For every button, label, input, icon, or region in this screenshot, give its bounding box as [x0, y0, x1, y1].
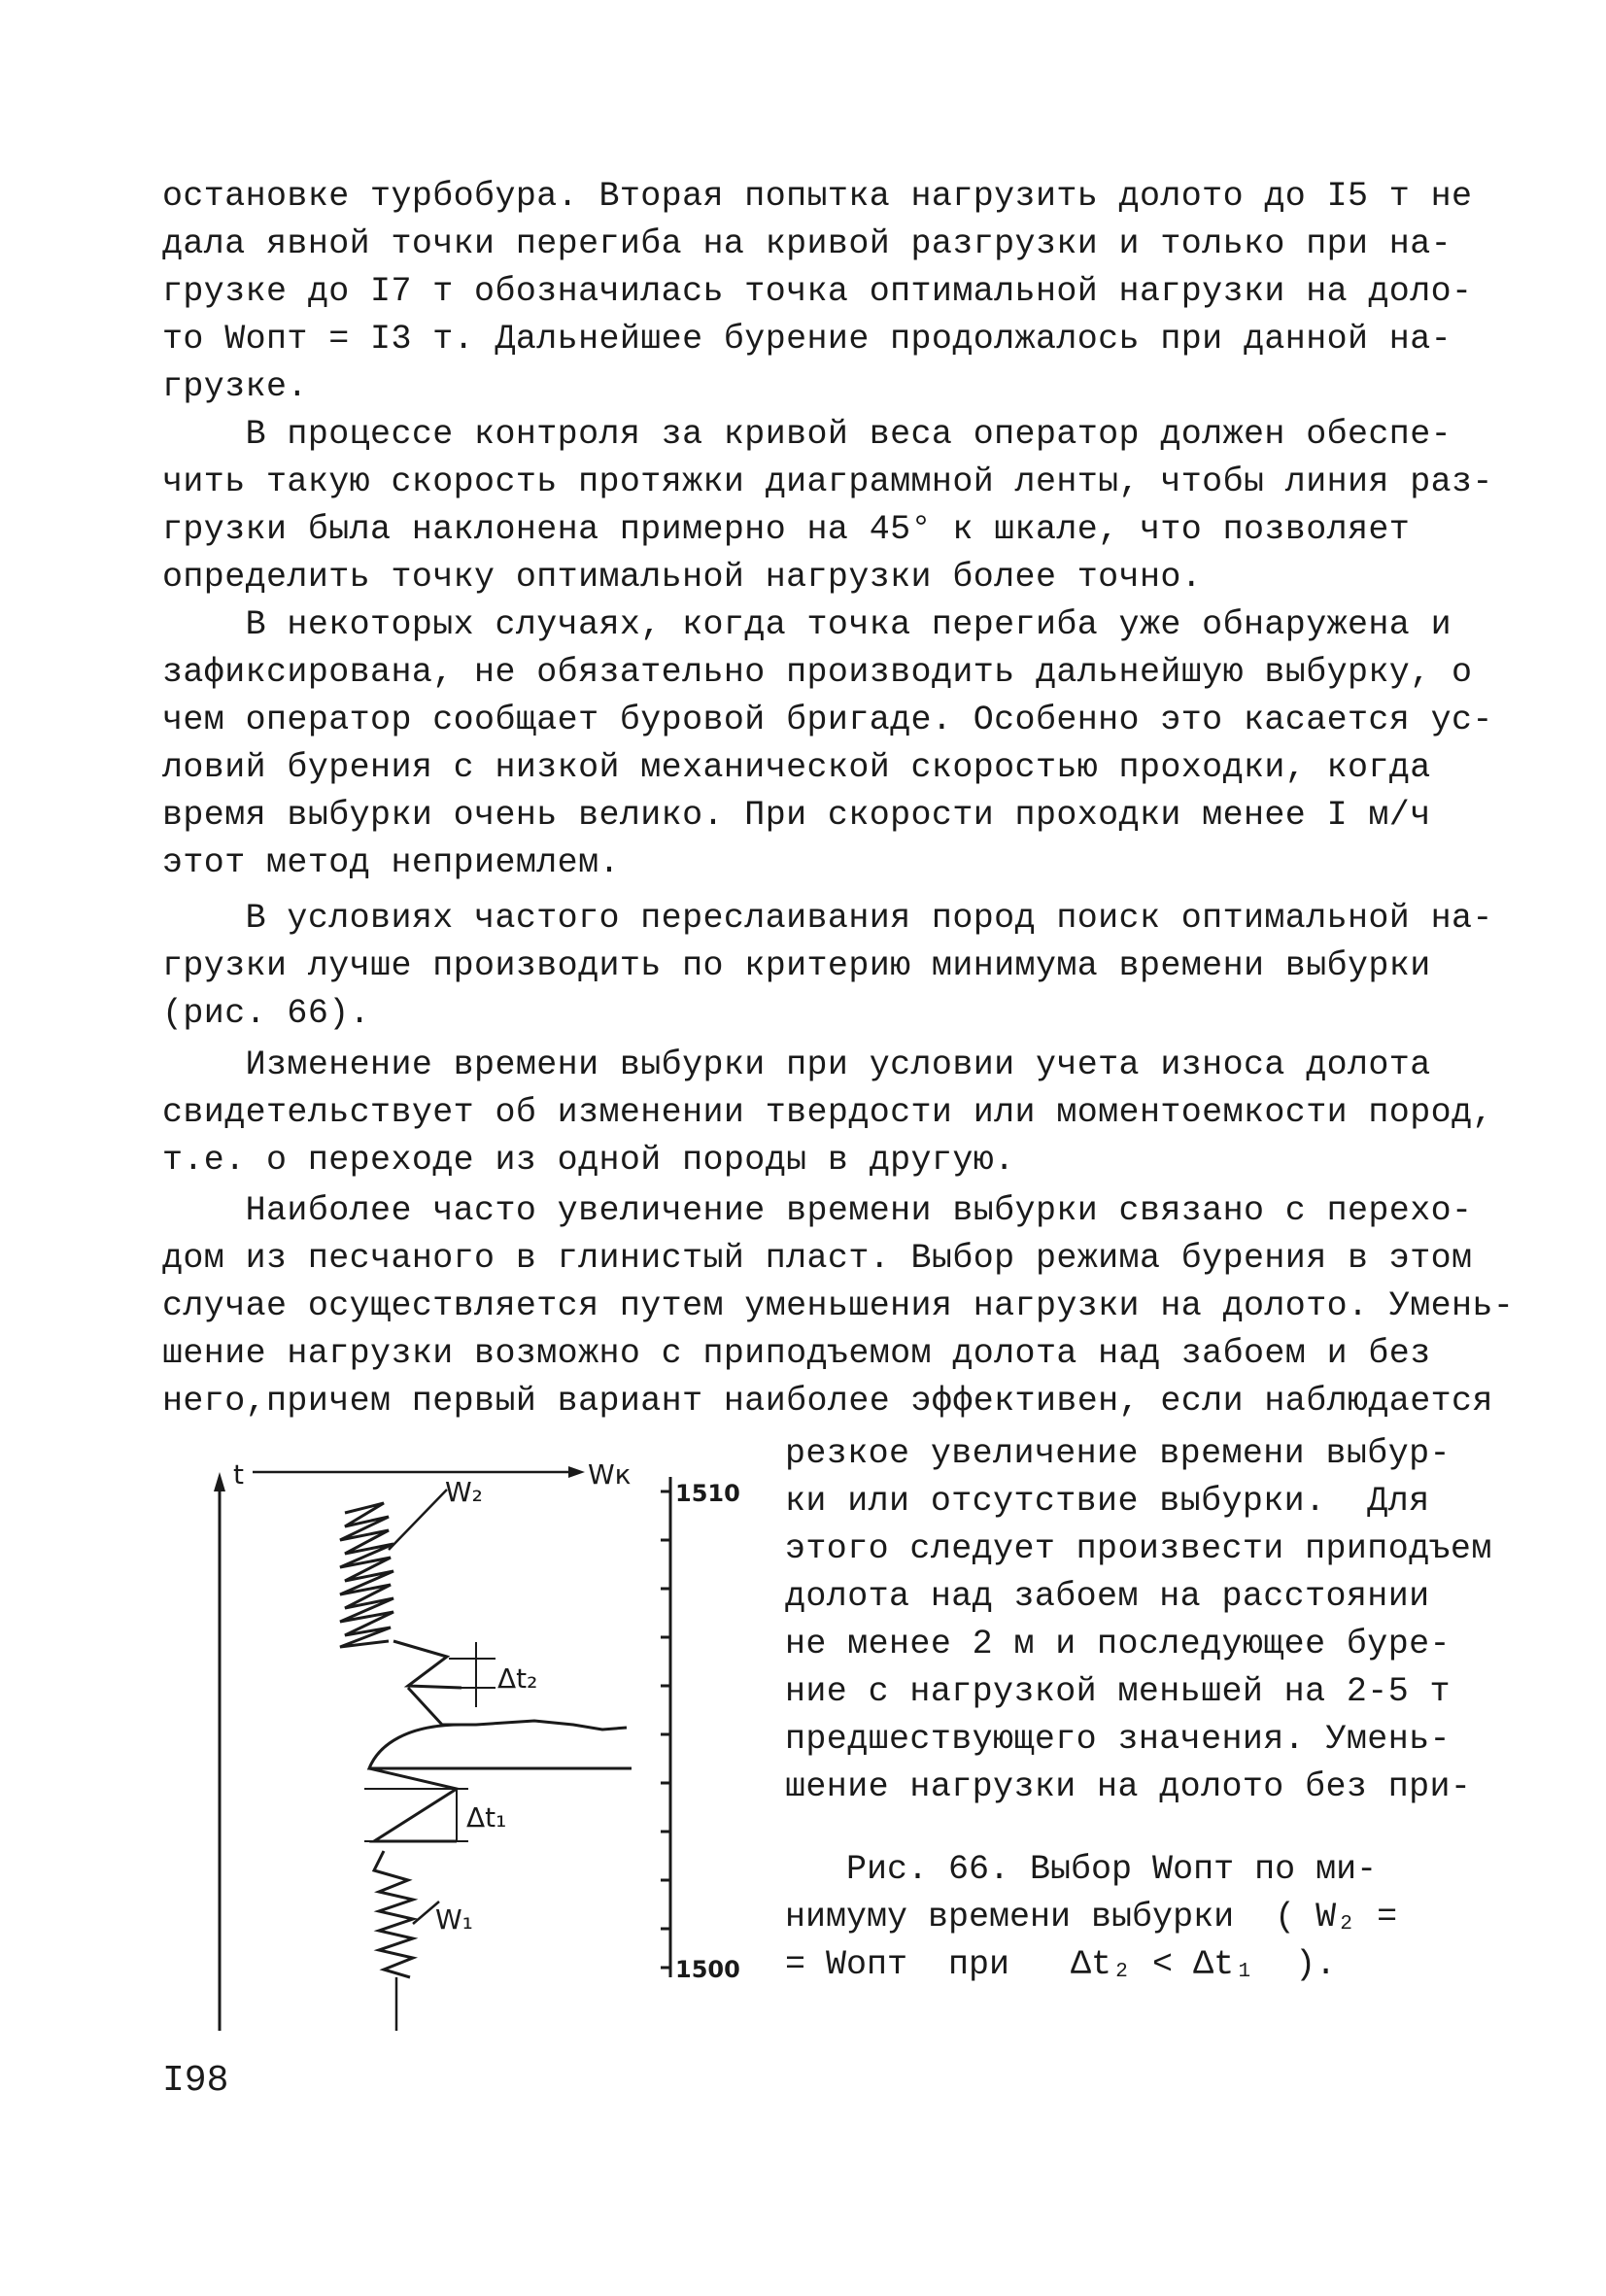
text-line: шение нагрузки на долото без при- [785, 1767, 1472, 1806]
text-line: В процессе контроля за кривой веса оператор должен обеспе- [162, 415, 1452, 454]
w2-zigzag [340, 1503, 393, 1647]
text-line: не менее 2 м и последующее буре- [785, 1625, 1451, 1663]
text-line: определить точку оптимальной нагрузки более точно. [162, 558, 1203, 597]
text-line: чем оператор сообщает буровой бригаде. Особенно это касается ус- [162, 701, 1493, 739]
caption-line: = Wопт при Δt₂ < Δt₁ ). [785, 1945, 1337, 1984]
dt2-tooth [393, 1641, 461, 1688]
text-line: время выбурки очень велико. При скорости проходки менее I м/ч [162, 796, 1431, 835]
text-line: грузке. [162, 367, 308, 406]
t-label: t [233, 1458, 244, 1491]
text-line: дом из песчаного в глинистый пласт. Выбор режима бурения в этом [162, 1239, 1473, 1278]
transition-curve [369, 1725, 632, 1768]
dt2-label: Δt₂ [497, 1662, 538, 1695]
text-line: грузке до I7 т обозначилась точка оптимальной нагрузки на доло- [162, 272, 1473, 311]
text-line: Наиболее часто увеличение времени выбурки связано с перехо- [162, 1191, 1473, 1230]
text-line: остановке турбобура. Вторая попытка нагрузить долото до I5 т не [162, 177, 1473, 216]
text-line: В некоторых случаях, когда точка перегиба уже обнаружена и [162, 605, 1452, 644]
dt1-label: Δt₁ [466, 1801, 507, 1833]
text-line: В условиях частого переслаивания пород поиск оптимальной на- [162, 899, 1493, 938]
page-number: I98 [162, 2060, 229, 2102]
text-line: долота над забоем на расстоянии [785, 1577, 1430, 1616]
text-line: (рис. 66). [162, 994, 371, 1033]
text-line: резкое увеличение времени выбур- [785, 1434, 1451, 1473]
text-line: него,причем первый вариант наиболее эффективен, если наблюдается [162, 1382, 1493, 1421]
figure-66 [185, 1433, 768, 2055]
depth-tick-1510: 1510 [675, 1480, 740, 1507]
wk-axis-arrow [568, 1466, 585, 1478]
depth-tick-1500: 1500 [675, 1956, 740, 1983]
wk-label: Wк [588, 1458, 632, 1491]
t-axis-arrow [214, 1472, 225, 1491]
text-line: случае осуществляется путем уменьшения нагрузки на долото. Умень- [162, 1286, 1515, 1325]
text-line: свидетельствует об изменении твердости или моментоемкости пород, [162, 1093, 1493, 1132]
text-line: зафиксирована, не обязательно производить дальнейшую выбурку, о [162, 653, 1473, 692]
text-line: шение нагрузки возможно с приподъемом долота над забоем и без [162, 1334, 1431, 1373]
text-line: т.е. о переходе из одной породы в другую. [162, 1141, 1015, 1180]
dt1-tooth [369, 1768, 457, 1841]
text-line: чить такую скорость протяжки диаграммной ленты, чтобы линия раз- [162, 463, 1493, 501]
w1-label: W₁ [435, 1903, 473, 1936]
text-line: ние с нагрузкой меньшей на 2-5 т [785, 1672, 1451, 1711]
text-line: то Wопт = I3 т. Дальнейшее бурение продолжалось при данной на- [162, 320, 1452, 359]
w2-label: W₂ [445, 1476, 483, 1508]
w2-leader [389, 1490, 447, 1550]
text-line: этот метод неприемлем. [162, 843, 620, 882]
caption-line: нимуму времени выбурки ( W₂ = [785, 1898, 1398, 1936]
text-line: грузки лучше производить по критерию минимума времени выбурки [162, 946, 1431, 985]
figure-drawing [185, 1433, 768, 2055]
caption-line: Рис. 66. Выбор Wопт по ми- [785, 1850, 1378, 1889]
text-line: грузки была наклонена примерно на 45° к шкале, что позволяет [162, 510, 1411, 549]
text-line: ловий бурения с низкой механической скоростью проходки, когда [162, 748, 1431, 787]
text-line: ки или отсутствие выбурки. Для [785, 1482, 1430, 1521]
text-line: этого следует произвести приподъем [785, 1529, 1492, 1568]
text-line: Изменение времени выбурки при условии учета износа долота [162, 1045, 1431, 1084]
text-line: дала явной точки перегиба на кривой разгрузки и только при на- [162, 224, 1452, 263]
w1-zigzag [374, 1851, 413, 1977]
text-line: предшествующего значения. Умень- [785, 1720, 1451, 1759]
